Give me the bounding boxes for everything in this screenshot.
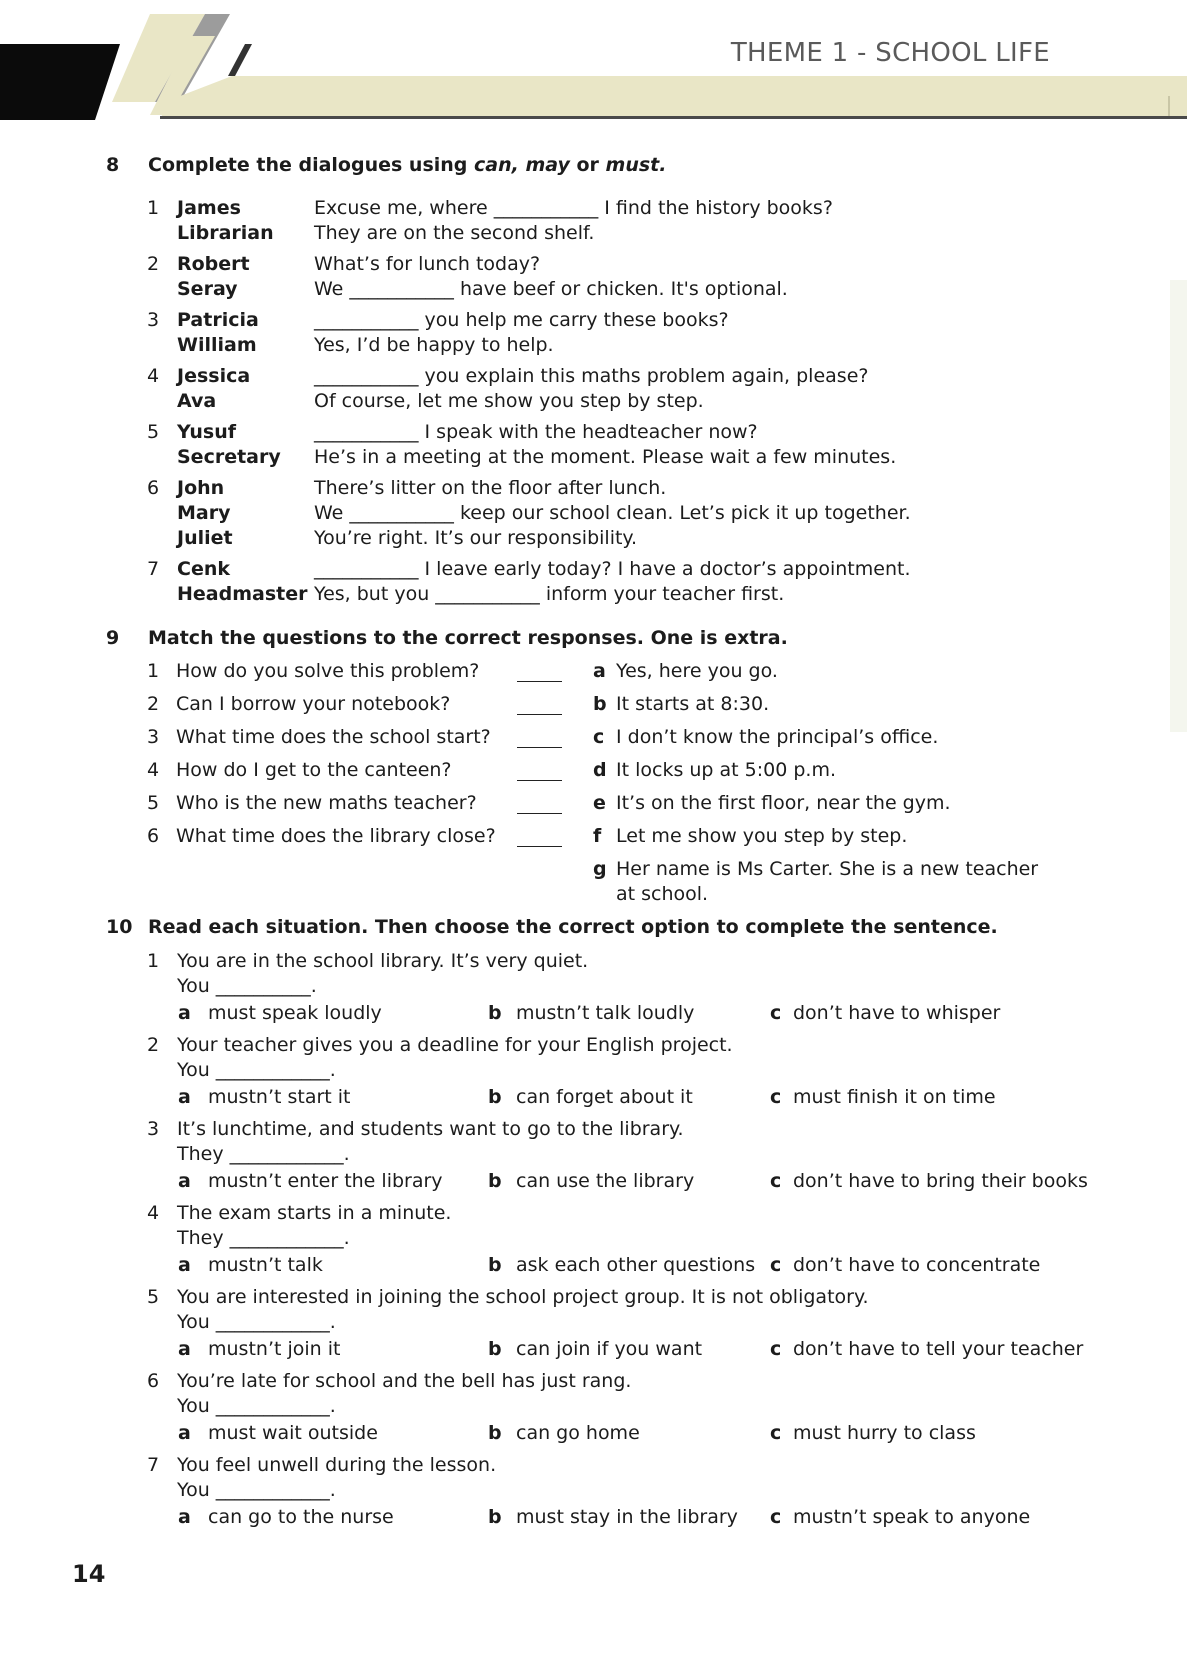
speaker: Cenk <box>177 558 230 580</box>
option-letter: a <box>178 1422 191 1444</box>
option-text[interactable]: must finish it on time <box>793 1086 996 1108</box>
sentence-prompt: They ____________. <box>177 1143 350 1165</box>
item-number: 7 <box>147 1454 160 1476</box>
answer-blank[interactable] <box>517 828 562 847</box>
speaker: Ava <box>177 390 217 412</box>
question-number: 2 <box>147 693 160 715</box>
response-text: It starts at 8:30. <box>616 693 770 715</box>
option-letter: b <box>488 1002 502 1024</box>
option-letter: b <box>488 1086 502 1108</box>
item-number: 6 <box>147 477 160 499</box>
option-letter: a <box>178 1338 191 1360</box>
question-number: 1 <box>147 660 160 682</box>
dialogue-line: You’re right. It’s our responsibility. <box>314 527 637 549</box>
question-number: 3 <box>147 726 160 748</box>
option-text[interactable]: mustn’t speak to anyone <box>793 1506 1031 1528</box>
option-text[interactable]: ask each other questions <box>516 1254 756 1276</box>
option-text[interactable]: mustn’t join it <box>208 1338 341 1360</box>
response-letter: d <box>593 759 607 781</box>
situation-text: You feel unwell during the lesson. <box>177 1454 497 1476</box>
page-header <box>0 0 1187 125</box>
option-text[interactable]: must wait outside <box>208 1422 378 1444</box>
option-text[interactable]: can go to the nurse <box>208 1506 394 1528</box>
sentence-prompt: You __________. <box>177 975 317 997</box>
sentence-prompt: You ____________. <box>177 1059 336 1081</box>
response-text: It’s on the first floor, near the gym. <box>616 792 951 814</box>
speaker: Juliet <box>177 527 233 549</box>
dialogue-line: We ___________ have beef or chicken. It's optional. <box>314 278 788 300</box>
option-text[interactable]: can go home <box>516 1422 640 1444</box>
situation-text: You are interested in joining the school project group. It is not obligatory. <box>177 1286 869 1308</box>
dialogue-line: Excuse me, where ___________ I find the history books? <box>314 197 833 219</box>
speaker: Mary <box>177 502 231 524</box>
speaker: Robert <box>177 253 250 275</box>
question-text: How do I get to the canteen? <box>176 759 452 781</box>
option-letter: b <box>488 1422 502 1444</box>
exercise-number: 9 <box>106 627 120 649</box>
dialogue-line: ___________ you explain this maths problem again, please? <box>314 365 869 387</box>
speaker: Secretary <box>177 446 281 468</box>
option-text[interactable]: can join if you want <box>516 1338 703 1360</box>
question-number: 4 <box>147 759 160 781</box>
exercise-10-heading <box>106 916 998 938</box>
option-letter: a <box>178 1170 191 1192</box>
option-text[interactable]: mustn’t talk <box>208 1254 323 1276</box>
exercise-8-heading <box>106 154 667 176</box>
dialogue-line: Yes, but you ___________ inform your teacher first. <box>314 583 785 605</box>
item-number: 3 <box>147 1118 160 1140</box>
dialogue-line: ___________ I speak with the headteacher now? <box>314 421 758 443</box>
dialogue-line: We ___________ keep our school clean. Let’s pick it up together. <box>314 502 911 524</box>
option-letter: b <box>488 1338 502 1360</box>
speaker: Seray <box>177 278 238 300</box>
question-text: Who is the new maths teacher? <box>176 792 477 814</box>
option-text[interactable]: mustn’t enter the library <box>208 1170 443 1192</box>
item-number: 5 <box>147 1286 160 1308</box>
item-number: 1 <box>147 197 160 219</box>
response-letter: g <box>593 858 607 880</box>
response-letter: f <box>593 825 602 847</box>
response-text: Let me show you step by step. <box>616 825 908 847</box>
response-letter: b <box>593 693 607 715</box>
question-text: What time does the school start? <box>176 726 491 748</box>
option-letter: a <box>178 1002 191 1024</box>
response-text-continued: at school. <box>616 883 709 905</box>
exercise-instruction: Read each situation. Then choose the correct option to complete the sentence. <box>148 916 998 938</box>
response-letter: e <box>593 792 606 814</box>
option-letter: b <box>488 1170 502 1192</box>
exercise-instruction: Complete the dialogues using can, may or must. <box>148 154 667 176</box>
question-text: How do you solve this problem? <box>176 660 480 682</box>
item-number: 4 <box>147 365 160 387</box>
speaker: Headmaster <box>177 583 308 605</box>
item-number: 3 <box>147 309 160 331</box>
question-number: 5 <box>147 792 160 814</box>
dialogue-line: They are on the second shelf. <box>314 222 595 244</box>
answer-blank[interactable] <box>517 795 562 814</box>
question-text: Can I borrow your notebook? <box>176 693 451 715</box>
option-letter: a <box>178 1254 191 1276</box>
option-text[interactable]: don’t have to whisper <box>793 1002 1001 1024</box>
situation-text: The exam starts in a minute. <box>177 1202 452 1224</box>
option-letter: c <box>770 1086 782 1108</box>
option-letter: c <box>770 1338 782 1360</box>
option-text[interactable]: must stay in the library <box>516 1506 738 1528</box>
dialogue-line: Yes, I’d be happy to help. <box>314 334 554 356</box>
option-text[interactable]: don’t have to bring their books <box>793 1170 1088 1192</box>
response-letter: c <box>593 726 605 748</box>
speaker: Jessica <box>177 365 251 387</box>
option-text[interactable]: can use the library <box>516 1170 695 1192</box>
exercise-instruction: Match the questions to the correct responses. One is extra. <box>148 627 788 649</box>
item-number: 1 <box>147 950 160 972</box>
side-strip <box>1170 280 1187 732</box>
option-text[interactable]: mustn’t talk loudly <box>516 1002 695 1024</box>
sentence-prompt: You ____________. <box>177 1311 336 1333</box>
response-text: Yes, here you go. <box>616 660 778 682</box>
item-number: 2 <box>147 1034 160 1056</box>
sentence-prompt: You ____________. <box>177 1479 336 1501</box>
item-number: 2 <box>147 253 160 275</box>
option-text[interactable]: can forget about it <box>516 1086 693 1108</box>
exercise-number: 8 <box>106 154 120 176</box>
situation-text: You are in the school library. It’s very quiet. <box>177 950 589 972</box>
option-text[interactable]: must speak loudly <box>208 1002 382 1024</box>
response-text: I don’t know the principal’s office. <box>616 726 939 748</box>
exercise-9-heading <box>106 627 788 649</box>
dialogue-line: What’s for lunch today? <box>314 253 541 275</box>
exercise-number: 10 <box>106 916 133 938</box>
option-text[interactable]: don’t have to concentrate <box>793 1254 1041 1276</box>
dialogue-line: There’s litter on the floor after lunch. <box>314 477 667 499</box>
situation-text: Your teacher gives you a deadline for your English project. <box>177 1034 733 1056</box>
answer-blank[interactable] <box>517 762 562 781</box>
item-number: 5 <box>147 421 160 443</box>
page-number: 14 <box>72 1560 106 1588</box>
option-text[interactable]: must hurry to class <box>793 1422 976 1444</box>
dialogue-line: ___________ I leave early today? I have a doctor’s appointment. <box>314 558 911 580</box>
item-number: 7 <box>147 558 160 580</box>
option-letter: b <box>488 1254 502 1276</box>
speaker: James <box>177 197 241 219</box>
situation-text: You’re late for school and the bell has just rang. <box>177 1370 632 1392</box>
speaker: Yusuf <box>177 421 237 443</box>
sentence-prompt: They ____________. <box>177 1227 350 1249</box>
response-text: Her name is Ms Carter. She is a new teacher <box>616 858 1039 880</box>
option-letter: c <box>770 1002 782 1024</box>
dialogue-line: ___________ you help me carry these books? <box>314 309 729 331</box>
answer-blank[interactable] <box>517 696 562 715</box>
speaker: Librarian <box>177 222 274 244</box>
response-letter: a <box>593 660 606 682</box>
option-letter: a <box>178 1506 191 1528</box>
theme-title: THEME 1 - SCHOOL LIFE <box>730 38 1050 68</box>
answer-blank[interactable] <box>517 663 562 682</box>
speaker: Patricia <box>177 309 259 331</box>
option-text[interactable]: don’t have to tell your teacher <box>793 1338 1084 1360</box>
speaker: William <box>177 334 257 356</box>
option-letter: c <box>770 1170 782 1192</box>
option-letter: c <box>770 1506 782 1528</box>
dialogue-line: He’s in a meeting at the moment. Please wait a few minutes. <box>314 446 897 468</box>
speaker: John <box>177 477 225 499</box>
option-letter: c <box>770 1422 782 1444</box>
option-letter: b <box>488 1506 502 1528</box>
answer-blank[interactable] <box>517 729 562 748</box>
situation-text: It’s lunchtime, and students want to go to the library. <box>177 1118 684 1140</box>
option-letter: c <box>770 1254 782 1276</box>
option-letter: a <box>178 1086 191 1108</box>
sentence-prompt: You ____________. <box>177 1395 336 1417</box>
question-number: 6 <box>147 825 160 847</box>
item-number: 6 <box>147 1370 160 1392</box>
response-text: It locks up at 5:00 p.m. <box>616 759 837 781</box>
option-text[interactable]: mustn’t start it <box>208 1086 351 1108</box>
dialogue-line: Of course, let me show you step by step. <box>314 390 704 412</box>
question-text: What time does the library close? <box>176 825 496 847</box>
item-number: 4 <box>147 1202 160 1224</box>
